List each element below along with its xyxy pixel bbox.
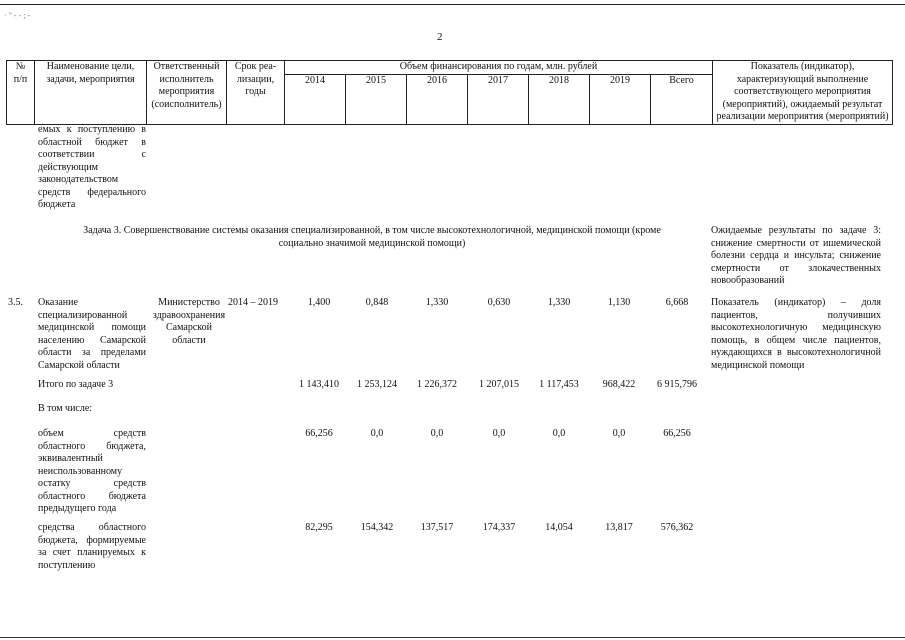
total-value: 968,422: [602, 379, 636, 390]
row35-indicator: Показатель (индикатор) – доля пациентов, получивших высокотехнологичную медицинскую помощь, в общем числе пациентов, нуждающихся в высокотехнологичной медицинской помощи: [711, 297, 881, 371]
bottom-border-line: [0, 637, 905, 638]
formed-value-total: 576,362: [660, 522, 694, 533]
formed-value: 174,337: [482, 522, 516, 533]
row35-value: 0,630: [487, 297, 511, 308]
formed-value: 13,817: [605, 522, 633, 533]
total-value: 1 226,372: [417, 379, 457, 390]
header-year-total: Всего: [651, 74, 713, 124]
header-year: 2018: [529, 74, 590, 124]
row35-num: 3.5.: [8, 297, 23, 308]
header-year: 2014: [285, 74, 346, 124]
header-year: 2015: [346, 74, 407, 124]
continuation-text: емых к поступлению в областной бюджет в соответствии с действующим законодательством средств федерального бюджета: [38, 124, 146, 210]
including-label: В том числе:: [38, 403, 93, 414]
formed-value: 14,054: [545, 522, 573, 533]
header-indicator: Показатель (индикатор), характеризующий выполнение соответствующего мероприятия (мероприятий), ожидаемый результат реализации мероприятия (мероприятий): [713, 61, 893, 125]
row35-executor: Министерство здравоохранения Самарской области: [152, 297, 226, 346]
total-value: 1 143,410: [299, 379, 339, 390]
header-year: 2016: [407, 74, 468, 124]
unused-value: 0,0: [370, 428, 384, 439]
total-value-sum: 6 915,796: [657, 379, 697, 390]
formed-value: 137,517: [420, 522, 454, 533]
unused-value-total: 66,256: [663, 428, 691, 439]
row35-value: 1,400: [307, 297, 331, 308]
row35-value: 1,330: [425, 297, 449, 308]
top-border-line: [0, 4, 905, 5]
total-value: 1 207,015: [479, 379, 519, 390]
task3-title: Задача 3. Совершенствование системы оказания специализированной, в том числе высокотехнологичной, медицинской помощи (кроме социально значимой медицинской помощи): [83, 225, 661, 249]
unused-value: 0,0: [430, 428, 444, 439]
formed-value: 82,295: [305, 522, 333, 533]
row35-name: Оказание специализированной медицинской помощи населению Самарской области за пределами Самарской области: [38, 297, 146, 371]
header-name: Наименование цели, задачи, мероприятия: [35, 61, 147, 125]
unused-value: 66,256: [305, 428, 333, 439]
header-executor: Ответственный исполнитель мероприятия (соисполнитель): [147, 61, 227, 125]
row35-term: 2014 – 2019: [228, 297, 278, 308]
header-funding: Объем финансирования по годам, млн. рублей: [285, 61, 713, 75]
header-term: Срок реа-лизации, годы: [227, 61, 285, 125]
unused-value: 0,0: [612, 428, 626, 439]
task3-results: Ожидаемые результаты по задаче 3: снижение смертности от ишемической болезни сердца и инсульта; снижение смертности от злокачественных новообразований: [711, 225, 881, 286]
unused-value: 0,0: [492, 428, 506, 439]
header-year: 2019: [590, 74, 651, 124]
total-value: 1 117,453: [539, 379, 579, 390]
row35-value: 0,848: [365, 297, 389, 308]
total-value: 1 253,124: [357, 379, 397, 390]
formed-value: 154,342: [360, 522, 394, 533]
header-table: [6, 60, 893, 125]
row35-value-total: 6,668: [665, 297, 689, 308]
header-num: № п/п: [7, 61, 35, 125]
row35-value: 1,330: [547, 297, 571, 308]
header-year: 2017: [468, 74, 529, 124]
page-number: 2: [437, 31, 443, 43]
unused-value: 0,0: [552, 428, 566, 439]
scan-artifact: ·"--;-: [4, 11, 33, 20]
total-label: Итого по задаче 3: [38, 379, 114, 390]
formed-label: средства областного бюджета, формируемые за счет планируемых к поступлению: [38, 522, 146, 571]
row35-value: 1,130: [607, 297, 631, 308]
unused-label: объем средств областного бюджета, эквивалентный неиспользованному остатку средств областного бюджета предыдущего года: [38, 428, 146, 514]
